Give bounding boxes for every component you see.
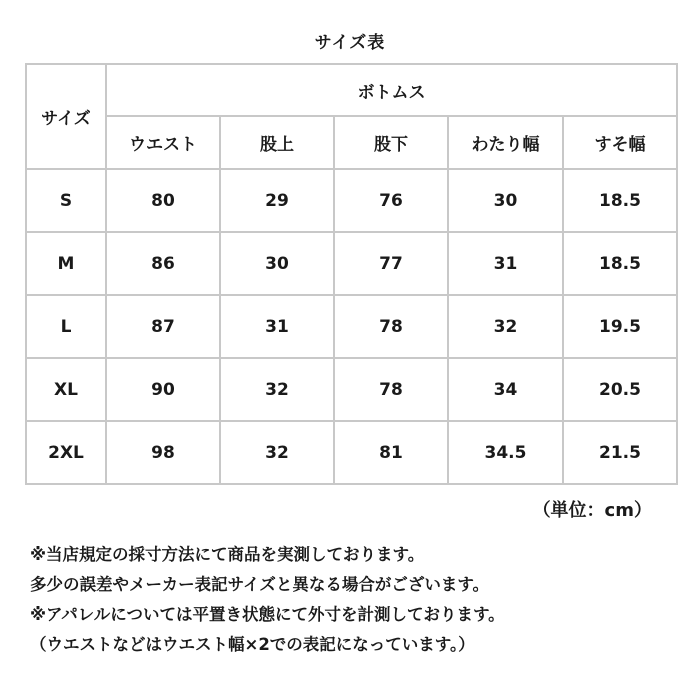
column-header-waist: ウエスト <box>106 116 220 169</box>
table-cell: 19.5 <box>563 295 677 358</box>
size-label: M <box>26 232 106 295</box>
note-line: ※アパレルについては平置き状態にて外寸を計測しております。 <box>30 605 505 624</box>
table-cell: 34 <box>448 358 563 421</box>
column-header-rise: 股上 <box>220 116 334 169</box>
note-line: （ウエストなどはウエスト幅×2での表記になっています。） <box>30 635 475 654</box>
table-cell: 87 <box>106 295 220 358</box>
table-cell: 20.5 <box>563 358 677 421</box>
table-cell: 18.5 <box>563 169 677 232</box>
table-cell: 30 <box>448 169 563 232</box>
table-header-row <box>26 64 677 116</box>
size-label: XL <box>26 358 106 421</box>
table-cell: 32 <box>220 421 334 484</box>
bottoms-group-header: ボトムス <box>106 64 677 116</box>
table-cell: 76 <box>334 169 448 232</box>
table-cell: 81 <box>334 421 448 484</box>
note-line: ※当店規定の採寸方法にて商品を実測しております。 <box>30 545 425 564</box>
table-cell: 98 <box>106 421 220 484</box>
table-cell: 34.5 <box>448 421 563 484</box>
note-line: 多少の誤差やメーカー表記サイズと異なる場合がございます。 <box>30 575 490 594</box>
table-cell: 18.5 <box>563 232 677 295</box>
table-cell: 86 <box>106 232 220 295</box>
table-cell: 77 <box>334 232 448 295</box>
table-cell: 21.5 <box>563 421 677 484</box>
table-row <box>26 421 677 484</box>
column-header-thigh: わたり幅 <box>448 116 563 169</box>
size-label: 2XL <box>26 421 106 484</box>
table-cell: 31 <box>448 232 563 295</box>
size-column-header: サイズ <box>26 64 106 169</box>
table-cell: 32 <box>220 358 334 421</box>
table-cell: 29 <box>220 169 334 232</box>
table-cell: 80 <box>106 169 220 232</box>
table-cell: 90 <box>106 358 220 421</box>
column-header-inseam: 股下 <box>334 116 448 169</box>
table-cell: 78 <box>334 358 448 421</box>
size-label: S <box>26 169 106 232</box>
table-row <box>26 232 677 295</box>
page-title: サイズ表 <box>314 33 386 53</box>
column-header-hem: すそ幅 <box>563 116 677 169</box>
table-row <box>26 358 677 421</box>
notes-block <box>30 540 690 660</box>
unit-label: （単位：cm） <box>532 500 652 521</box>
table-row <box>26 169 677 232</box>
table-subheader-row <box>26 116 677 169</box>
table-cell: 32 <box>448 295 563 358</box>
size-table <box>25 63 678 485</box>
table-cell: 31 <box>220 295 334 358</box>
table-row <box>26 295 677 358</box>
size-label: L <box>26 295 106 358</box>
table-cell: 30 <box>220 232 334 295</box>
table-cell: 78 <box>334 295 448 358</box>
